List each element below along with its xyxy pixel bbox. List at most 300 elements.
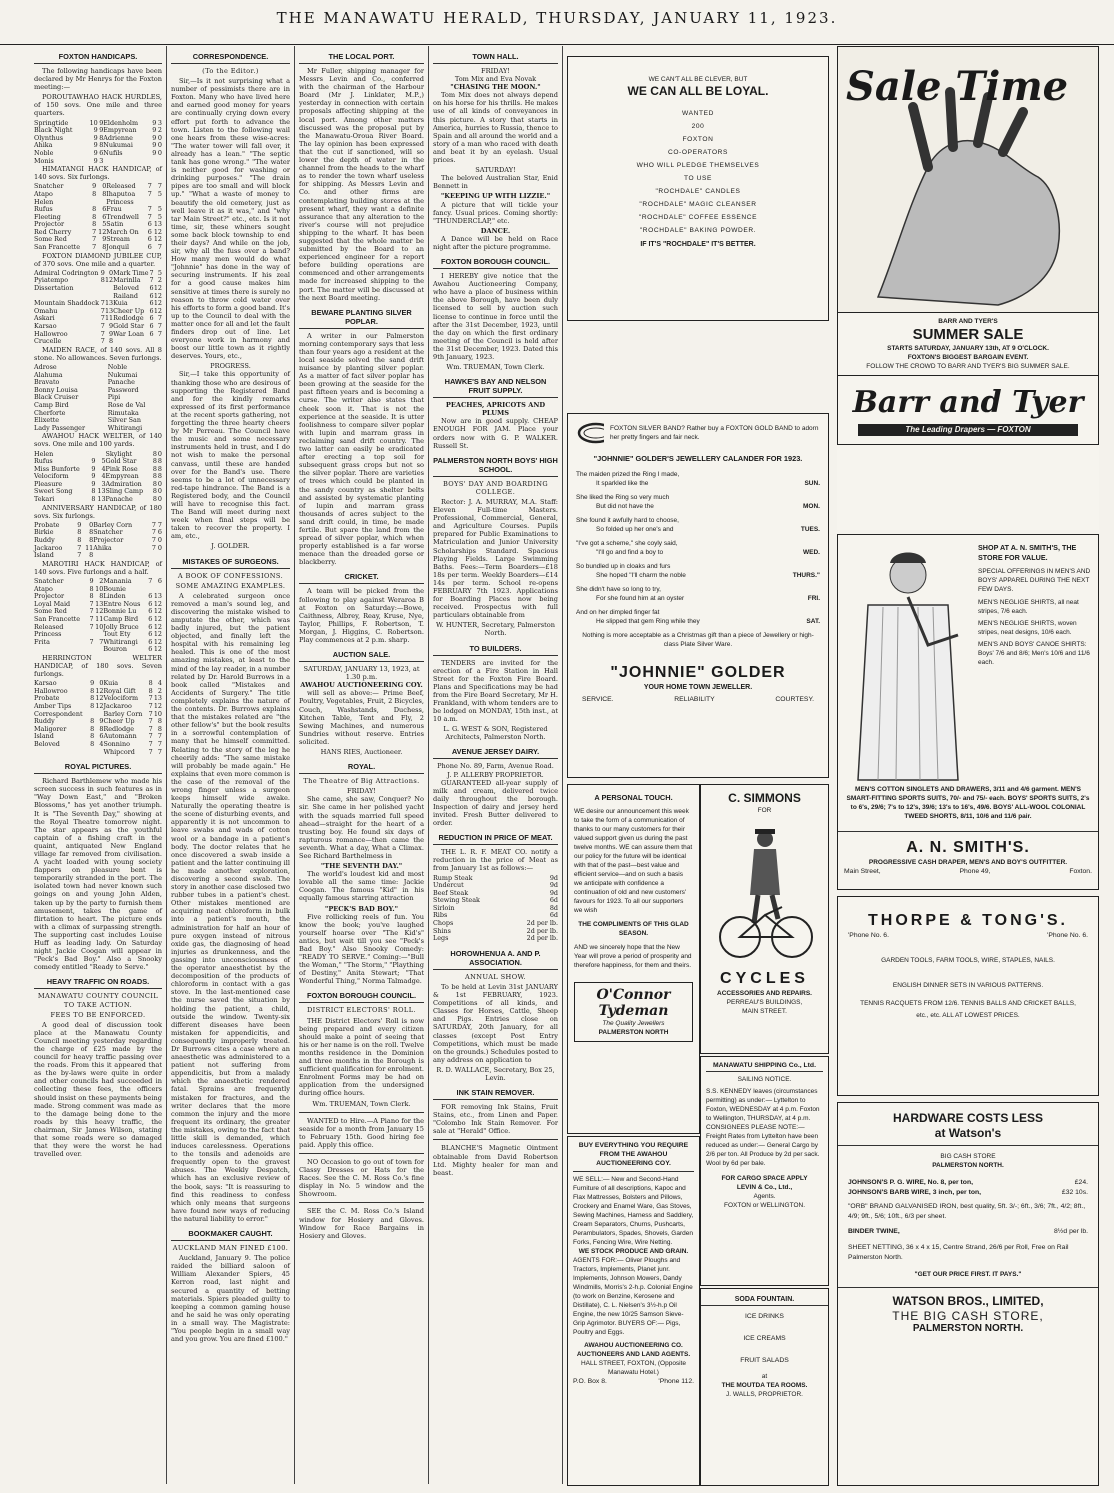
table-cell: 6	[99, 148, 104, 157]
table-cell: Fleeting	[34, 212, 61, 221]
table-cell: 12	[153, 622, 162, 631]
table-cell: 6	[148, 622, 153, 631]
table-cell: 9d	[549, 888, 558, 897]
headline-cricket: CRICKET.	[299, 569, 424, 584]
ad-at: at	[761, 1373, 768, 1380]
table-cell: 5	[102, 220, 107, 229]
headline-to-builders: TO BUILDERS.	[433, 641, 558, 656]
ad-compliments: THE COMPLIMENTS OF THIS GLAD SEASON.	[578, 921, 689, 937]
table-cell: 8	[90, 686, 95, 695]
table-cell: 12	[153, 645, 162, 654]
table-cell: Rump Steak	[433, 873, 473, 882]
table-cell: Frita	[34, 637, 50, 646]
table-cell: Whitirangi	[107, 423, 143, 432]
table-row	[34, 285, 162, 293]
ad-heading: SHOP AT A. N. SMITH'S, THE STORE FOR VALUE.	[978, 543, 1077, 562]
table-cell: 9	[91, 479, 96, 488]
ad-sub: PROGRESSIVE CASH DRAPER, MEN'S AND BOY'S OUTFITTER.	[868, 859, 1068, 866]
headline-fruit-supply: HAWKE'S BAY AND NELSON FRUIT SUPPLY.	[433, 374, 558, 398]
ad-logo: WATSON BROS., LIMITED,	[838, 1287, 1098, 1309]
list-item: "ROCHDALE" COFFEE ESSENCE	[638, 214, 758, 221]
table-cell: 9	[92, 182, 97, 191]
ad-text: S.S. KENNEDY leaves (circumstances permitting) as under:— Lyttelton to Foxton, WEDNESDAY at 4 p.m. Foxton to Wellington, THURSDAY, at 4 p.m. CONSIGNEES PLEASE NOTE:— Freight Rates from Lyttelton have been reduced as under:— General Cargo by 2/6 per ton. All Produce by 2d per sack. Wool by 6d per bale.	[706, 1088, 820, 1167]
logo-oconnor: O'Connor	[596, 987, 671, 1003]
table-cell: 12	[95, 686, 104, 695]
table-cell: Automann	[103, 732, 137, 741]
table-row	[34, 741, 162, 749]
table-cell: Beloved	[34, 739, 60, 748]
rhyme-line: She liked the Ring so very much	[576, 494, 670, 501]
table-cell: Probate	[34, 520, 60, 529]
table-cell: 8	[90, 717, 95, 726]
table-cell	[105, 285, 113, 293]
ring-icon	[576, 420, 604, 446]
table-cell: 12	[153, 637, 162, 646]
table-cell: 6	[148, 637, 153, 646]
headline-royal: ROYAL.	[299, 759, 424, 774]
ad-text: AGENTS FOR:— Oliver Ploughs and Tractors, Implements, Planet junr. Implements, Johnson Mowers, Dandy Windmills, Morris's 2-h.p. Colonial Engine (to work on Benzine, Kerosene and Distillate), C. L. Nielsen's 3½-h.p Oil Engine, the new 10/25 Samson Sieve-Grip Agrimotor. BUYERS OF:— Pigs, Poultry and Eggs.	[573, 1257, 693, 1336]
table-cell: Black Night	[34, 126, 73, 135]
table-cell: 13	[95, 599, 104, 608]
table-cell: Railand	[113, 291, 138, 300]
rhyme-day: WED.	[803, 549, 820, 556]
ad-for: FOR	[757, 807, 772, 814]
table-cell: 9d	[549, 881, 558, 890]
table-cell: Redlodge	[103, 724, 134, 733]
table-cell: 8	[152, 487, 157, 496]
ad-address: MAIN STREET.	[742, 1008, 787, 1015]
table-row	[34, 639, 162, 647]
table-cell: 12	[95, 702, 104, 710]
table-cell: Jonquil	[106, 243, 130, 252]
subheadline: ANNUAL SHOW.	[464, 972, 527, 981]
rhyme-line: And on her dimpled finger fat	[576, 609, 660, 616]
subheadline: AUCKLAND MAN FINED £100.	[172, 1244, 289, 1253]
ad-item-row	[838, 1227, 1098, 1237]
table-cell: 6	[148, 592, 153, 601]
list-item: "ROCHDALE" MAGIC CLEANSER	[639, 201, 757, 208]
table-cell: Nukumai	[107, 370, 138, 379]
list-item: "ROCHDALE" CANDLES	[655, 188, 741, 195]
article-text: She came, she saw, Conquer? No sir. She came in her polished yacht with the squads married full speed ahead—straight for the heart of a trusting boy. He found six days of rapturous romance—then came the seventh. What a day, What a Climax. See Richard Barthelmess in	[299, 795, 424, 860]
table-cell: Rufus	[34, 457, 53, 466]
table-cell: 7	[157, 322, 162, 330]
race-title: MAIDEN RACE, of 140 sovs. All 8 stone. No allowances. Seven furlongs.	[34, 345, 162, 362]
table-cell: 5	[157, 205, 162, 214]
table-cell: 6	[147, 235, 152, 244]
subheadline: BOYS' DAY AND BOARDING COLLEGE.	[442, 479, 549, 496]
table-cell: 12	[153, 702, 162, 710]
phone: 'Phone No. 6.	[1047, 932, 1088, 939]
table-cell: Gold Star	[105, 457, 137, 466]
table-cell: Pipi	[107, 393, 121, 402]
table-cell: 7	[157, 732, 162, 741]
table-cell: 8	[89, 528, 94, 537]
column-2	[167, 46, 295, 1484]
table-cell: 7	[157, 329, 162, 338]
ad-footer: MEN'S COTTON SINGLETS AND DRAWERS, 3/11 and 4/6 garment. MEN'S SMART-FITTING SPORTS SUITS, 70/- and 75/- each. BOYS' SPORTS SUITS, 2's to 6's, 29/6; 7's to 12's, 39/6; 13's to 16's, 49/6. BOYS' ALL-WOOL COLONIAL TWEED SHORTS, 8/11, 10/6 and 11/6 pair.	[846, 786, 1090, 820]
headline-ink-stain-remover: INK STAIN REMOVER.	[433, 1085, 558, 1100]
article-text: THE District Electors' Roll is now being prepared and every citizen should make a point of seeing that his or her name is on the roll. Twelve months residence in the Dominion and three months in the Borough is sufficient qualification for enrolment. Enrolment Forms may be had on application from the undersigned during office hours.	[299, 1016, 425, 1098]
divider	[299, 1112, 424, 1113]
table-cell: Snatcher	[93, 528, 123, 537]
table-cell: Atapo	[34, 584, 53, 593]
table-cell	[34, 749, 90, 757]
table-cell: 6	[102, 212, 107, 221]
rhyme-text: "I'll go and find a boy to	[596, 549, 664, 556]
article-text: A celebrated surgeon once removed a man's sound leg, and discovering the mistake wished to amputate the other, which was badly injured, but the patient objected, and finally left the hospital with his remaining leg healed. This is one of the most amazing mistakes, at least to the mind of the lay reader, in a number related by Dr. Harold Burrows in a book called "Mistakes and Accidents of Surgery." The title completely explains the nature of the contents. Dr. Burrows explains that the mistakes related are "the other fellow's" but the book results in a sorrowful contemplation of many that he himself committed. Relating to the story of the leg he cheerily adds: "The same mistake will probably be made again." He explains that even more common is the case of the removal of the wrong finger unless a surgeon keeps himself wide awake. Naturally the operating theatre is the scene of disturbing events, and apparently it is not uncommon to leave swabs and wads of cotton wool or a bandage in a patient's body. The doctor relates that he once discovered a swab inside a patient and the latter continuing ill he made another exploration, discovering a second swab. The story in another case disclosed two rubber tubes in a patient's chest. Other mistakes mentioned are acquiring neat chloroform in bulk into a patient's mouth, the administration for half an hour of pure oxygen instead of nitrous oxide gas, the diagnosing of head injuries as drunkenness, and the gassing into unconsciousness of the operator anaesthetist by the decomposition of the products of chloroform in contact with a gas stove. In the last-mentioned case the nurse saved the situation by holding the patient, a child, outside the window. Twenty-six different diseases have been mistaken for appendicitis, and consequently improperly treated. Dr Burrows cites a case where an anaesthetic was administered to a patient not suffering from appendicitis, but from a malady which the anaesthetic rendered fatal. Sprains are frequently mistaken for fractures, and the writer declares that the more common the injury and the more frequent its ordinary, the greater the mistakes, owing to the fact that little skill is demanded, which induces carelessness. Operations to the tonsils and adenoids are frequently open to the gravest abuses. The Weekly Despatch, which has an exclusive review of the book, says: "It is reassuring to find this readiness to confess which only means that surgeons have found new ways of reducing the natural liability to error."	[171, 591, 290, 1223]
subheadline: The Theatre of Big Attractions.	[303, 777, 420, 786]
table-cell: 7	[100, 322, 105, 330]
ad-item: MEN'S NEGLIGE SHIRTS, woven stripes, neat designs, 10/6 each.	[978, 620, 1077, 636]
table-cell: Karsao	[34, 679, 57, 688]
table-cell: Amber Tips	[34, 702, 72, 710]
table-cell: Released	[106, 182, 136, 191]
table-cell: Princess	[106, 197, 134, 206]
table-cell: 10	[153, 709, 162, 718]
table-cell: Cheer Up	[103, 717, 135, 726]
table-cell: Royal Gift	[103, 686, 136, 695]
table-cell: 7	[100, 306, 105, 315]
table-cell: 7	[147, 212, 152, 221]
article-text: The world's loudest kid and most lovable all the same time: Jackie Coogan. The famous "Kid" in his equally famous starring attraction	[299, 870, 424, 903]
subheadline: MANAWATU COUNTY COUNCIL TO TAKE ACTION.	[37, 992, 159, 1009]
table-cell: 6	[149, 329, 154, 338]
table-cell: Barley Corn	[103, 709, 143, 718]
table-cell: Chops	[433, 919, 454, 928]
table-cell: Released	[34, 622, 64, 631]
table-cell: Shins	[433, 926, 451, 935]
table-cell: Jackaroo	[34, 543, 63, 552]
table-row	[34, 338, 162, 346]
ad-items	[701, 1306, 828, 1372]
headline-silver-poplar: BEWARE PLANTING SILVER POPLAR.	[299, 305, 424, 329]
table-cell: San Francette	[34, 243, 81, 252]
ad-item: MEN'S AND BOYS' CANOE SHIRTS: Boys' 7/6 and 8/6; Men's 10/6 and 11/6 each.	[978, 641, 1090, 666]
article-text: THE L. R. F. MEAT CO. notify a reduction in the price of Meat as from January 1st as follows:—	[433, 848, 558, 873]
table-cell: 9	[93, 141, 98, 150]
ad-footer: Nothing is more acceptable as a Christmas gift than a piece of Jewellery or high-class Plate Silver Ware.	[582, 632, 814, 648]
sale-date: SATURDAY, JANUARY 13, 1923, at 1.30 p.m.	[303, 665, 420, 682]
table-cell: 12	[153, 599, 162, 608]
table-cell: Kuia	[113, 299, 128, 308]
price-item: JOHNSON'S P. G. WIRE, No. 8, per ton,	[848, 1179, 973, 1186]
table-cell: 7	[147, 205, 152, 214]
table-cell: Barley Corn	[93, 520, 133, 529]
table-cell: 6	[147, 220, 152, 229]
race-title: ANNIVERSARY HANDICAP, of 180 sovs. Six furlongs.	[34, 503, 162, 520]
table-cell: Ruddy	[34, 536, 55, 545]
table-row	[34, 135, 162, 143]
film-title: "CHASING THE MOON."	[450, 83, 541, 92]
article-text: A writer in our Palmerston morning contemporary says that less than four years ago a resident at the local seaside solved the sand drift nuisance by planting silver poplar. As a matter of fact silver poplar has been growing at the seaside for the past fifteen years and is becoming a curse. The writer also states that cheek soon it. That is not the experience at the seaside. It is utter foolishness to compare silver poplar with lupin and marram grass in reclaiming sand drift country. The two latter can easily be eradicated after erecting a top soil for subsequent grass crops but not so the silver poplar. There are varieties of trees which could be planted in the sandy country as shelter belts and assisted by systematic planting of lupin and marram grass thousands of acres subject to the sand drift could, in time, be made fertile. But spare the land from the spread of silver poplar, which when properly established is a far worse menace than the dreaded gorse or blackberry.	[299, 331, 424, 567]
list-item: "ROCHDALE" BAKING POWDER.	[639, 227, 757, 234]
article-text: A good deal of discussion took place at the Manawatu County Council meeting yesterday regarding the charge of £25 made by the council for heavy traffic passing over the roads. From this it appeared that as the by-laws were quite in order and other councils had succeeded in collecting these fees, the officers should insist on these payments being made. Strong comment was made as to the damage being done to the roads by this heavy traffic, the chairman, Sir James Wilson, stating that some roads were so damaged that they were the worst he had travelled over.	[34, 1020, 162, 1159]
po-box: P.O. Box 8.	[573, 1378, 607, 1385]
table-cell: Ihaputoa	[106, 189, 136, 198]
notice-signature: Wm. TRUEMAN, Town Clerk.	[446, 363, 545, 372]
rhyme-text: She hoped "I'll charm the noble	[596, 572, 686, 579]
table-cell: Karsao	[34, 322, 57, 330]
table-cell: 8	[148, 686, 153, 695]
table-cell: 2	[157, 686, 162, 695]
table-row	[433, 935, 558, 943]
table-row	[433, 905, 558, 913]
barr-tyer-logo: Barr and Tyer	[852, 385, 1084, 420]
handicap-table	[34, 451, 162, 504]
table-row	[34, 749, 162, 757]
table-cell: Marinlla	[113, 276, 141, 285]
ad-agents-label: Agents.	[753, 1193, 776, 1200]
article-text: I HEREBY give notice that the Awahou Auctioneering Company, who have a place of business within the above Borough, have been duly licensed to sell by auction such license to continue in force until the after the 31st December, 1923, until the day on which the first ordinary meeting of the Council is held after the 31st December, 1923. Dated this 9th January, 1923.	[433, 272, 558, 361]
table-cell: 7	[100, 299, 105, 308]
headline-boys-high-school: PALMERSTON NORTH BOYS' HIGH SCHOOL.	[433, 453, 558, 477]
headline-bookmaker-caught: BOOKMAKER CAUGHT.	[171, 1226, 290, 1241]
price-value: £32 10s.	[1061, 1189, 1088, 1196]
table-cell: 8	[152, 495, 157, 504]
table-cell: 5	[157, 212, 162, 221]
table-cell: 7	[157, 520, 162, 529]
ad-proprietor: J. WALLS, PROPRIETOR.	[726, 1391, 803, 1398]
table-cell: 6	[157, 577, 162, 585]
table-cell: Sweet Song	[34, 487, 73, 496]
summer-sale-box	[837, 313, 1099, 376]
table-cell: 6	[148, 599, 153, 608]
friday-label: FRIDAY!	[481, 67, 510, 75]
table-cell: Red Cherry	[34, 227, 72, 236]
table-cell: Rufus	[34, 205, 53, 214]
handicap-table	[34, 183, 162, 251]
notice-signature: L. G. WEST & SON, Registered Architects, Palmerston North.	[443, 725, 548, 742]
film-title: "THE SEVENTH DAY."	[320, 862, 403, 871]
table-cell: 7	[148, 739, 153, 748]
headline-mistakes-of-surgeons: MISTAKES OF SURGEONS.	[171, 554, 290, 569]
table-cell: 0	[157, 536, 162, 545]
table-cell: Snatcher	[34, 577, 64, 585]
table-cell: Sirloin	[433, 903, 455, 912]
table-cell: 2	[157, 126, 162, 135]
list-item: FRUIT SALADS	[740, 1357, 789, 1364]
table-cell: 5	[157, 189, 162, 198]
table-cell: Jolly Bruce	[103, 622, 139, 631]
price-row	[838, 1188, 1098, 1198]
table-cell: Beef Steak	[433, 888, 469, 897]
phone: Phone 49,	[959, 868, 991, 875]
logo-tagline: The Quality Jewellers	[602, 1020, 665, 1027]
table-cell: Admiration	[105, 479, 142, 488]
table-cell: Ruddy	[34, 717, 55, 726]
table-cell: 7	[89, 614, 94, 623]
table-cell: March On	[106, 227, 139, 236]
table-cell: 9	[91, 472, 96, 481]
table-cell: 6d	[549, 911, 558, 920]
table-cell: Sonnino	[103, 739, 130, 748]
table-cell: 8	[157, 464, 162, 473]
table-cell: Entre Nous	[103, 599, 141, 608]
table-cell: 7	[100, 329, 105, 338]
table-row	[34, 199, 162, 207]
table-cell: Black Cruiser	[34, 393, 79, 402]
table-cell: Bouron	[103, 645, 127, 654]
table-cell: 0	[157, 141, 162, 150]
ad-line: FOLLOW THE CROWD TO BARR AND TYER'S BIG SUMMER SALE.	[866, 363, 1070, 370]
table-cell: 9	[109, 322, 114, 330]
table-cell: 7	[89, 637, 94, 646]
handicap-table	[34, 522, 162, 560]
dairy-phone: Phone No. 89, Farm, Avenue Road.	[437, 762, 554, 771]
table-cell: 12	[153, 306, 162, 315]
table-cell: Noble	[34, 148, 54, 157]
handicap-table	[34, 270, 162, 346]
ad-sub: SAILING NOTICE.	[737, 1076, 792, 1083]
table-cell: 7	[151, 520, 156, 529]
table-cell: Camp Bird	[103, 614, 139, 623]
handicap-table	[34, 578, 162, 654]
fruit-heading: PEACHES, APRICOTS AND PLUMS	[445, 401, 546, 418]
dance-heading: DANCE.	[480, 226, 511, 235]
table-cell: 0	[89, 520, 94, 529]
table-cell: Helen	[34, 449, 54, 458]
table-cell: 6	[147, 227, 152, 236]
table-cell: 6d	[549, 896, 558, 905]
rhyme-day: FRI.	[807, 595, 820, 602]
article-text: Now are in good supply. CHEAP ENOUGH FOR JAM. Place your orders now with G. P. WALKER. Russell St.	[433, 417, 558, 450]
ad-line: TENNIS RACQUETS FROM 12/6. TENNIS BALLS AND CRICKET BALLS, etc., etc. ALL AT LOWEST PRICES.	[860, 1000, 1076, 1019]
table-cell	[93, 552, 150, 560]
dairy-proprietor: J. P. ALLERBY PROPRIETOR.	[447, 770, 544, 779]
table-cell: 3	[99, 156, 104, 165]
table-cell: 8	[92, 212, 97, 221]
table-cell: Adrose	[34, 362, 57, 371]
table-cell: 9	[93, 126, 98, 135]
table-cell: 9	[99, 118, 104, 127]
town: Foxton.	[1069, 868, 1092, 875]
letter-text: Sir,—I take this opportunity of thanking those who are desirous of supporting the Registered Band and for the kindly remarks expressed of its first performance at the recent sports gathering, not forgetting the three hearty cheers by Mr Perreau. The Council have the music and some necessary instruments held in trust, and I do not wish to make the personal canvass, until these are handed over for the Band's use. There seems to be a lot of unnecessary red-tape hindrance. The Band is a Registered body, and the Council will have to recognise this fact. The Band will meet during next week when final steps will be taken to recover the property. I am, etc.,	[171, 370, 290, 541]
list-item: CO-OPERATORS	[667, 149, 729, 156]
article-text: Tom Mix does not always depend on his horse for his thrills. He makes use of all kinds of conveyances in this picture. A story that starts in America, hurries to Russia, thence to Spain and all around the world and a story of a man who raced with death and beat it by an eyelash. Usual prices.	[433, 91, 558, 165]
table-cell: 7	[148, 702, 153, 710]
table-cell: Hallowroo	[34, 329, 68, 338]
table-cell: 8	[89, 584, 94, 593]
table-cell: Alahuma	[34, 370, 63, 379]
ad-johnnie-golder	[567, 413, 829, 778]
notice-signature: R. D. WALLACE, Secretary, Box 25, Levin.	[436, 1065, 555, 1082]
table-cell: 10	[89, 118, 98, 127]
table-cell: Dissertation	[34, 284, 74, 293]
value-reliability: RELIABILITY	[674, 696, 715, 703]
list-item: WHO WILL PLEDGE THEMSELVES	[636, 162, 760, 169]
ad-towns: FOXTON or WELLINGTON.	[723, 1202, 806, 1209]
ad-thorpe-tongs	[837, 896, 1099, 1096]
table-cell: 9d	[549, 873, 558, 882]
table-cell: 9	[152, 118, 157, 127]
table-cell: Satin	[106, 220, 124, 229]
table-cell: Miss Bunforte	[34, 464, 80, 473]
table-cell: 9	[100, 268, 105, 277]
table-cell: 7	[92, 243, 97, 252]
table-cell: 8	[92, 220, 97, 229]
table-cell: 8	[157, 724, 162, 733]
table-cell: 8	[92, 189, 97, 198]
table-cell: Rose de Val	[107, 400, 146, 409]
ad-top	[576, 420, 820, 446]
table-cell: Empyrean	[103, 126, 137, 135]
table-cell: 7	[89, 622, 94, 631]
ad-heading: A PERSONAL TOUCH.	[594, 793, 673, 802]
table-cell: 8	[157, 717, 162, 726]
ad-item: "ORB" BRAND GALVANISED IRON, best quality, 5ft. 3/-; 6ft., 3/6; 7ft., 4/2; 8ft., 4/9; 9ft., 5/6; 10ft., 6/3 per sheet.	[848, 1203, 1086, 1220]
table-cell: Whitirangi	[103, 637, 138, 646]
headline-royal-pictures: ROYAL PICTURES.	[34, 759, 162, 774]
ad-cargo: FOR CARGO SPACE APPLY	[721, 1175, 808, 1182]
table-cell: Stewing Steak	[433, 896, 480, 905]
rhyme-line: She found it awfully hard to choose,	[576, 517, 679, 524]
table-cell: 8	[89, 536, 94, 545]
table-cell: 7	[92, 227, 97, 236]
table-cell: 8	[99, 141, 104, 150]
table-cell: 12	[98, 227, 107, 236]
handicap-table	[34, 120, 162, 166]
classified-ad: SEE the C. M. Ross Co.'s Island window for Hosiery and Gloves. Window for Race Bargains in Hosiery and Gloves.	[299, 1207, 424, 1240]
table-cell: Princess	[34, 630, 62, 639]
headline-town-hall: TOWN HALL.	[433, 49, 558, 64]
article-text: A Dance will be held on Race night after the picture programme.	[433, 234, 558, 251]
table-cell: Projector	[34, 592, 65, 601]
ad-lines	[568, 107, 828, 237]
table-cell: Elixette	[34, 416, 60, 425]
smith-copy	[978, 535, 1098, 785]
rhyme-line-day	[576, 594, 820, 603]
ad-sub: BIG CASH STORE	[940, 1153, 996, 1160]
table-cell: Ribs	[433, 911, 448, 920]
cyclist-illustration	[710, 815, 820, 965]
letter-signature: J. GOLDER.	[211, 542, 250, 551]
table-cell: 12	[153, 284, 162, 293]
headline-foxton-handicaps: FOXTON HANDICAPS.	[34, 49, 162, 64]
subheadline: FEES TO BE ENFORCED.	[50, 1010, 146, 1019]
table-cell: 10	[95, 584, 104, 593]
table-cell: Bonnie Lu	[103, 607, 137, 616]
sale-signature: HANS RIES, Auctioneer.	[320, 748, 403, 757]
race-title: MAROTIRI HACK HANDICAP, of 140 sovs. Five furlongs and a half.	[34, 559, 162, 576]
table-cell: Some Red	[34, 235, 67, 244]
ad-line: ENGLISH DINNER SETS IN VARIOUS PATTERNS.	[892, 982, 1044, 989]
ad-item: SHEET NETTING, 36 x 4 x 15, Centre Strand, 26/6 per Roll, Free on Rail Palmerston North.	[848, 1244, 1069, 1261]
table-cell: 6	[149, 322, 154, 330]
table-cell: Noble	[107, 362, 128, 371]
rhyme-line-day	[576, 525, 820, 534]
ad-an-smiths	[837, 534, 1099, 890]
table-cell: 0	[157, 449, 162, 458]
table-cell: 7	[99, 637, 104, 646]
table-cell: 2	[157, 276, 162, 285]
table-cell: 4	[101, 472, 106, 481]
table-cell: 9	[99, 126, 104, 135]
table-cell: 7	[157, 314, 162, 323]
article-text: Rector: J. A. MURRAY, M.A. Staff: Eleven Full-time Masters. Professional, Commercial, General, and Agriculture Courses. Pupils prepared for Public Examinations to Matriculation and Junior University Scholarships Standard. Spacious Playing Fields. Large Swimming Baths. Fees:—Term Boarders—£18 18s per term. Weekly Boarders—£14 14s per term. School re-opens FEBRUARY 7th 1923. Applications for Boarding Places now being received. Prospectus with full particulars obtainable from	[433, 497, 558, 620]
table-cell: Manania	[103, 577, 132, 585]
table-cell	[34, 646, 89, 654]
ad-heading: at Watson's	[934, 1126, 1002, 1140]
table-cell: Loyal Maid	[34, 599, 71, 608]
table-cell: 13	[97, 495, 106, 504]
table-cell: 12	[153, 607, 162, 616]
table-cell: Birkie	[34, 528, 54, 537]
table-cell: 9	[91, 457, 96, 466]
ad-heading: "JOHNNIE" GOLDER'S JEWELLERY CALANDER FOR 1923.	[593, 454, 803, 463]
table-cell: 7	[149, 276, 154, 285]
table-row	[34, 496, 162, 504]
